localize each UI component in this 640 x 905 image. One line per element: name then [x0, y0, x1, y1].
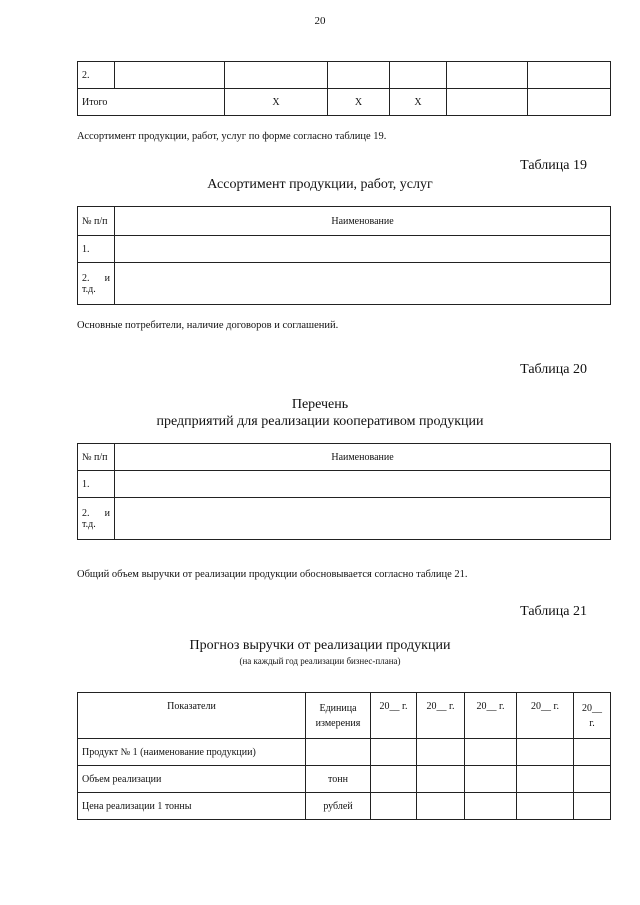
- col-name-header: Наименование: [115, 444, 611, 471]
- cell: [115, 62, 225, 89]
- table-20: [77, 443, 611, 540]
- col-unit-line1: Единица: [319, 703, 357, 714]
- row-number-c: т.д.: [82, 518, 96, 530]
- cell: [528, 89, 611, 116]
- cell: [465, 739, 517, 766]
- row-number-a: 2.: [82, 507, 90, 519]
- col-year-header: 20__ г.: [417, 693, 465, 739]
- table-row: [78, 263, 611, 305]
- row-number-b: и: [104, 507, 110, 519]
- cell: [447, 89, 528, 116]
- x-mark: Х: [328, 89, 390, 116]
- row-label: Продукт № 1 (наименование продукции): [78, 739, 306, 766]
- x-mark: Х: [390, 89, 447, 116]
- row-number-a: 2.: [82, 272, 90, 284]
- row-number: [78, 498, 115, 540]
- col-year-header-last: [574, 693, 611, 739]
- col-num-header: № п/п: [78, 207, 115, 236]
- table20-title-line2: предприятий для реализации кооперативом продукции: [156, 414, 484, 429]
- cell: [417, 766, 465, 793]
- cell: [115, 236, 611, 263]
- row-number: [78, 263, 115, 305]
- table21-title: Прогноз выручки от реализации продукции: [189, 638, 451, 653]
- table-row: [78, 766, 611, 793]
- row-unit: тонн: [306, 766, 371, 793]
- table-row: [78, 739, 611, 766]
- table-header-row: [78, 444, 611, 471]
- row-label: 2.: [78, 62, 115, 89]
- cell: [115, 498, 611, 540]
- col-year-header: 20__ г.: [465, 693, 517, 739]
- table21-number: Таблица 21: [520, 604, 587, 619]
- cell: [390, 62, 447, 89]
- cell: [517, 739, 574, 766]
- table-header-row: [78, 693, 611, 739]
- table20-number: Таблица 20: [520, 362, 587, 377]
- cell: [574, 793, 611, 820]
- cell: [517, 793, 574, 820]
- table-row: [78, 236, 611, 263]
- x-mark: Х: [225, 89, 328, 116]
- page-number: 20: [314, 15, 326, 27]
- col-name-header: Наименование: [115, 207, 611, 236]
- table-21: [77, 692, 611, 820]
- table-row: [78, 471, 611, 498]
- table20-title-line1: Перечень: [291, 397, 349, 412]
- total-label: Итого: [78, 89, 225, 116]
- cell: [517, 766, 574, 793]
- cell: [574, 766, 611, 793]
- cell: [528, 62, 611, 89]
- row-number-b: и: [104, 272, 110, 284]
- col-year-last-line1: 20__: [582, 703, 602, 714]
- table-19: [77, 206, 611, 305]
- cell: [465, 766, 517, 793]
- cell: [417, 793, 465, 820]
- table19-number: Таблица 19: [520, 158, 587, 173]
- paragraph-assortment: Ассортимент продукции, работ, услуг по форме согласно таблице 19.: [77, 131, 387, 142]
- cell: [115, 263, 611, 305]
- col-indicators-header: Показатели: [78, 693, 306, 739]
- table19-title: Ассортимент продукции, работ, услуг: [207, 177, 433, 192]
- row-label: Цена реализации 1 тонны: [78, 793, 306, 820]
- row-unit: [306, 739, 371, 766]
- paragraph-revenue: Общий объем выручки от реализации продукции обосновывается согласно таблице 21.: [77, 569, 468, 580]
- cell: [447, 62, 528, 89]
- col-unit-header: [306, 693, 371, 739]
- cell: [115, 471, 611, 498]
- cell: [371, 793, 417, 820]
- cell: [417, 739, 465, 766]
- cell: [225, 62, 328, 89]
- table-row: [78, 89, 611, 116]
- table21-subtitle: (на каждый год реализации бизнес-плана): [239, 656, 401, 666]
- cell: [574, 739, 611, 766]
- table-row: [78, 62, 611, 89]
- col-year-header: 20__ г.: [371, 693, 417, 739]
- table-row: [78, 498, 611, 540]
- table-row: [78, 793, 611, 820]
- col-unit-line2: измерения: [315, 718, 361, 729]
- cell: [371, 739, 417, 766]
- row-number-c: т.д.: [82, 283, 96, 295]
- row-unit: рублей: [306, 793, 371, 820]
- cell: [371, 766, 417, 793]
- row-number: 1.: [78, 236, 115, 263]
- col-year-last-line2: г.: [589, 718, 595, 729]
- cell: [328, 62, 390, 89]
- table-header-row: [78, 207, 611, 236]
- paragraph-consumers: Основные потребители, наличие договоров и соглашений.: [77, 320, 339, 331]
- cell: [465, 793, 517, 820]
- col-year-header: 20__ г.: [517, 693, 574, 739]
- col-num-header: № п/п: [78, 444, 115, 471]
- row-label: Объем реализации: [78, 766, 306, 793]
- top-table: [77, 61, 611, 116]
- row-number: 1.: [78, 471, 115, 498]
